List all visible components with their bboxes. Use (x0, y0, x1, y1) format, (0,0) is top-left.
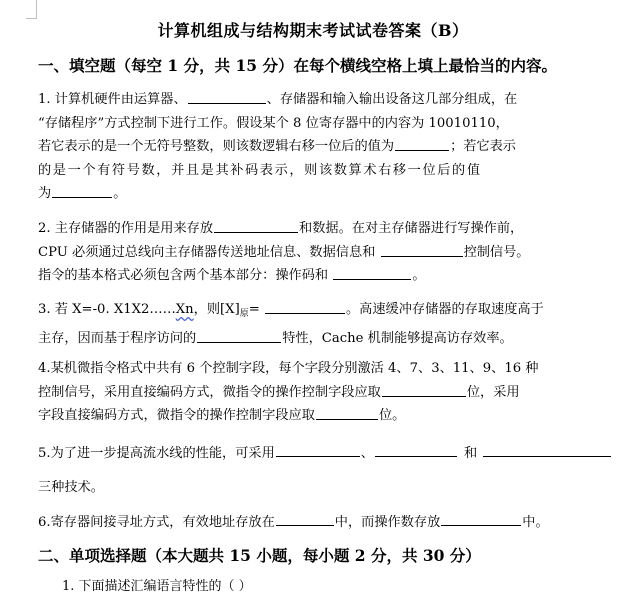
q1-line-4: 的是一个有符号数，并且是其补码表示，则该数算术右移一位后的值 (38, 162, 482, 178)
next-question-partial: 1. 下面描述汇编语言特性的（ ） (62, 579, 252, 594)
q4-line-2: 控制信号，采用直接编码方式，微指令的操作控制字段应取 位，采用 (38, 381, 612, 405)
answer-blank[interactable] (52, 182, 112, 198)
answer-blank[interactable] (276, 510, 334, 526)
q6-line-1: 6.寄存器间接寻址方式，有效地址存放在 中，而操作数存放 中。 (38, 510, 612, 535)
answer-blank[interactable] (265, 298, 345, 314)
q5-line-2: 三种技术。 (38, 480, 104, 495)
answer-blank[interactable] (214, 217, 298, 233)
answer-blank[interactable] (188, 88, 266, 104)
q3-line-2: 主存，因而基于程序访问的 特性，Cache 机制能够提高访存效率。 (38, 327, 612, 351)
q2-line-2: CPU 必须通过总线向主存储器传送地址信息、数据信息和 控制信号。 (38, 241, 612, 265)
xn-term: Xn (175, 302, 194, 317)
answer-blank[interactable] (197, 327, 281, 343)
q4-line-1: 4.某机微指令格式中共有 6 个控制字段，每个字段分别激活 4、7、3、11、9、16 种 (38, 361, 539, 376)
q4-line-3: 字段直接编码方式，微指令的操作控制字段应取 位。 (38, 404, 612, 428)
question-2 (38, 217, 612, 288)
answer-blank[interactable] (333, 264, 411, 280)
question-1 (38, 88, 612, 206)
answer-blank[interactable] (276, 441, 360, 457)
question-3 (38, 298, 612, 350)
answer-blank[interactable] (441, 510, 521, 526)
q2-line-3: 指令的基本格式必须包含两个基本部分：操作码和 。 (38, 264, 612, 288)
answer-blank[interactable] (382, 381, 466, 397)
q2-line-1: 2. 主存储器的作用是用来存放 和数据。在对主存储器进行写操作前， (38, 217, 612, 241)
exam-title: 计算机组成与结构期末考试试卷答案（B） (157, 21, 469, 40)
q1-line-3: 若它表示的是一个无符号整数，则该数逻辑右移一位后的值为 ；若它表示 (38, 135, 612, 159)
q3-line-1: 3. 若 X=-0. X1X2……Xn，则$[X]_原=$ 。高速缓冲存储器的存取速度高于 (38, 298, 612, 327)
section1-heading: 一、填空题（每空 1 分，共 15 分）在每个横线空格上填上最恰当的内容。 (38, 56, 557, 75)
q1-line-5: 为 。 (38, 182, 612, 206)
answer-blank[interactable] (483, 441, 611, 457)
question-5 (38, 441, 612, 466)
answer-blank[interactable] (375, 441, 457, 457)
answer-blank[interactable] (316, 404, 378, 420)
question-4 (38, 357, 612, 428)
q1-line-1: 1. 计算机硬件由运算器、 、存储器和输入输出设备这几部分组成，在 (38, 88, 612, 112)
section2-heading: 二、单项选择题（本大题共 15 小题，每小题 2 分，共 30 分） (38, 546, 481, 565)
answer-blank[interactable] (395, 135, 449, 151)
margin-corner-mark (26, 0, 37, 19)
question-5-continued (38, 476, 612, 500)
q1-line-2: “存储程序”方式控制下进行工作。假设某个 8 位寄存器中的内容为 10010110， (38, 115, 509, 131)
question-6 (38, 510, 612, 535)
q5-line-1: 5.为了进一步提高流水线的性能，可采用 、 和 (38, 441, 612, 466)
answer-blank[interactable] (381, 241, 463, 257)
